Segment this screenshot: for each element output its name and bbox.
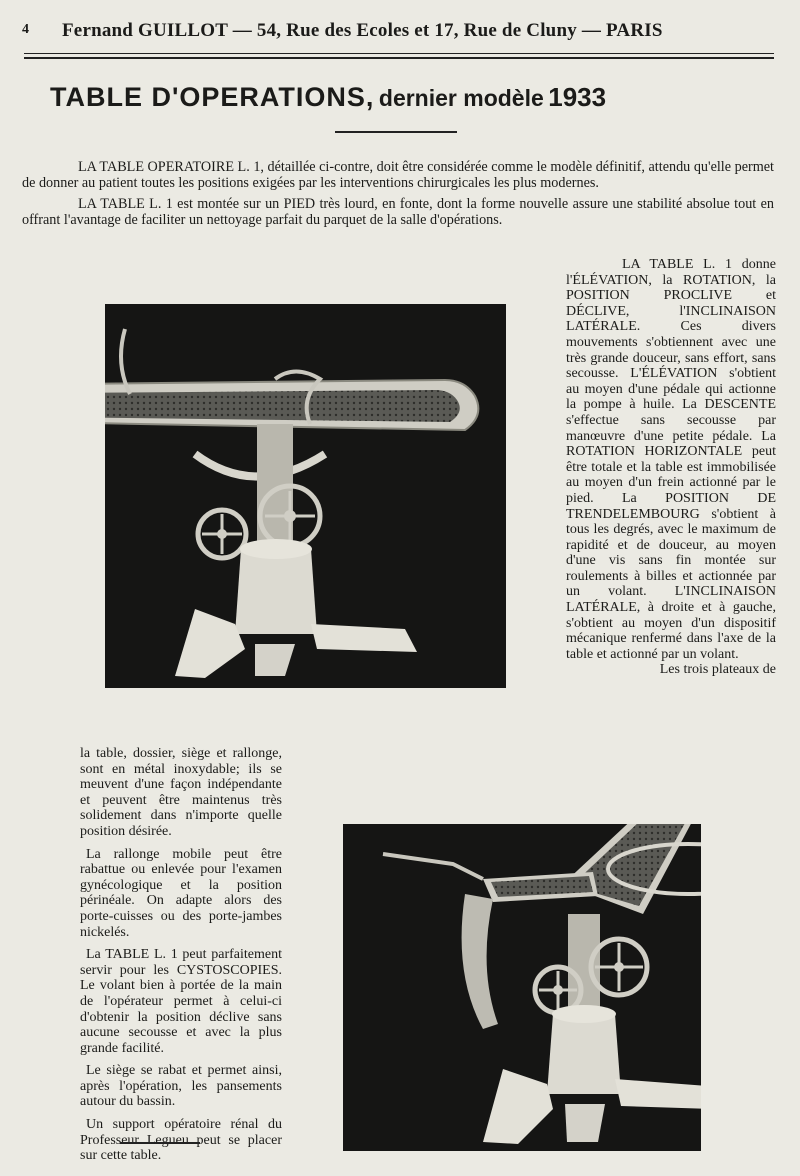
page-number: 4	[22, 22, 29, 37]
left-column-paragraph: Le siège se rabat et permet ainsi, après l'opération, les pansements autour du bassin.	[80, 1063, 282, 1110]
header-rule-thick	[24, 57, 774, 59]
intro-paragraph: LA TABLE L. 1 est montée sur un PIED très lourd, en fonte, dont la forme nouvelle assure une stabilité absolue tout en offrant l'avantage de faciliter un nettoyage parfait du parquet de la salle d'opérations.	[22, 196, 774, 228]
page-title	[50, 82, 750, 113]
footer-rule	[120, 1142, 200, 1144]
intro-paragraph: LA TABLE OPERATOIRE L. 1, détaillée ci-contre, doit être considérée comme le modèle définitif, attendu qu'elle permet de donner au patient toutes les positions exigées par les interventions chirurgicales les plus modernes.	[22, 159, 774, 191]
header-rule-thin	[24, 53, 774, 54]
left-column-paragraph: la table, dossier, siège et rallonge, sont en métal inoxydable; ils se meuvent d'une façon indépendante et peuvent être maintenus très solidement dans n'importe quelle position désirée.	[80, 746, 282, 839]
title-main: TABLE D'OPERATIONS,	[50, 82, 375, 112]
left-column-text	[80, 746, 282, 1171]
title-sub: dernier modèle	[378, 85, 544, 111]
left-column-paragraph: La rallonge mobile peut être rabattue ou enlevée pour l'examen gynécologique et la position périnéale. On adapte alors des porte-cuisses ou des porte-jambes nickelés.	[80, 846, 282, 940]
intro-text	[22, 160, 774, 234]
page-header: Fernand GUILLOT — 54, Rue des Ecoles et 17, Rue de Cluny — PARIS	[62, 20, 663, 41]
operating-table-inclined-illustration	[343, 824, 701, 1151]
right-column-paragraph: LA TABLE L. 1 donne l'ÉLÉVATION, la ROTATION, la POSITION PROCLIVE et DÉCLIVE, l'INCLINAISON LATÉRALE. Ces divers mouvements s'obtiennent avec une très grande douceur, sans effort, sans secousse. L'ÉLÉVATION s'obtient au moyen d'une pédale qui actionne la pompe à huile. La DESCENTE s'effectue sans secousse par manœuvre d'une petite pédale. La ROTATION HORIZONTALE peut être totale et la table est immobilisée au moyen d'un frein actionné par le pied. La POSITION DE TRENDELEMBOURG s'obtient à tous les degrés, avec le maximum de rapidité et de douceur, au moyen d'une vis sans fin montée sur roulements à billes et actionnée par un volant. L'INCLINAISON LATÉRALE, à droite et à gauche, s'obtient au moyen d'un dispositif mécanique renfermé dans l'axe de la table et actionné par un volant.	[566, 257, 776, 662]
photo-operating-table-inclined	[343, 824, 701, 1151]
right-column-paragraph: Les trois plateaux de	[659, 662, 776, 678]
title-rule	[335, 131, 457, 133]
operating-table-flat-illustration	[105, 304, 506, 688]
left-column-paragraph: La TABLE L. 1 peut parfaitement servir pour les CYSTOSCOPIES. Le volant bien à portée de la main de l'opérateur permet à celui-ci d'obtenir la position déclive sans aucune secousse et avec la plus grande facilité.	[80, 947, 282, 1056]
title-year: 1933	[548, 82, 607, 112]
right-column-text	[566, 257, 776, 678]
left-column-paragraph: Un support opératoire rénal du Professeur Legueu peut se placer sur cette table.	[80, 1117, 282, 1164]
photo-operating-table-flat	[105, 304, 506, 688]
